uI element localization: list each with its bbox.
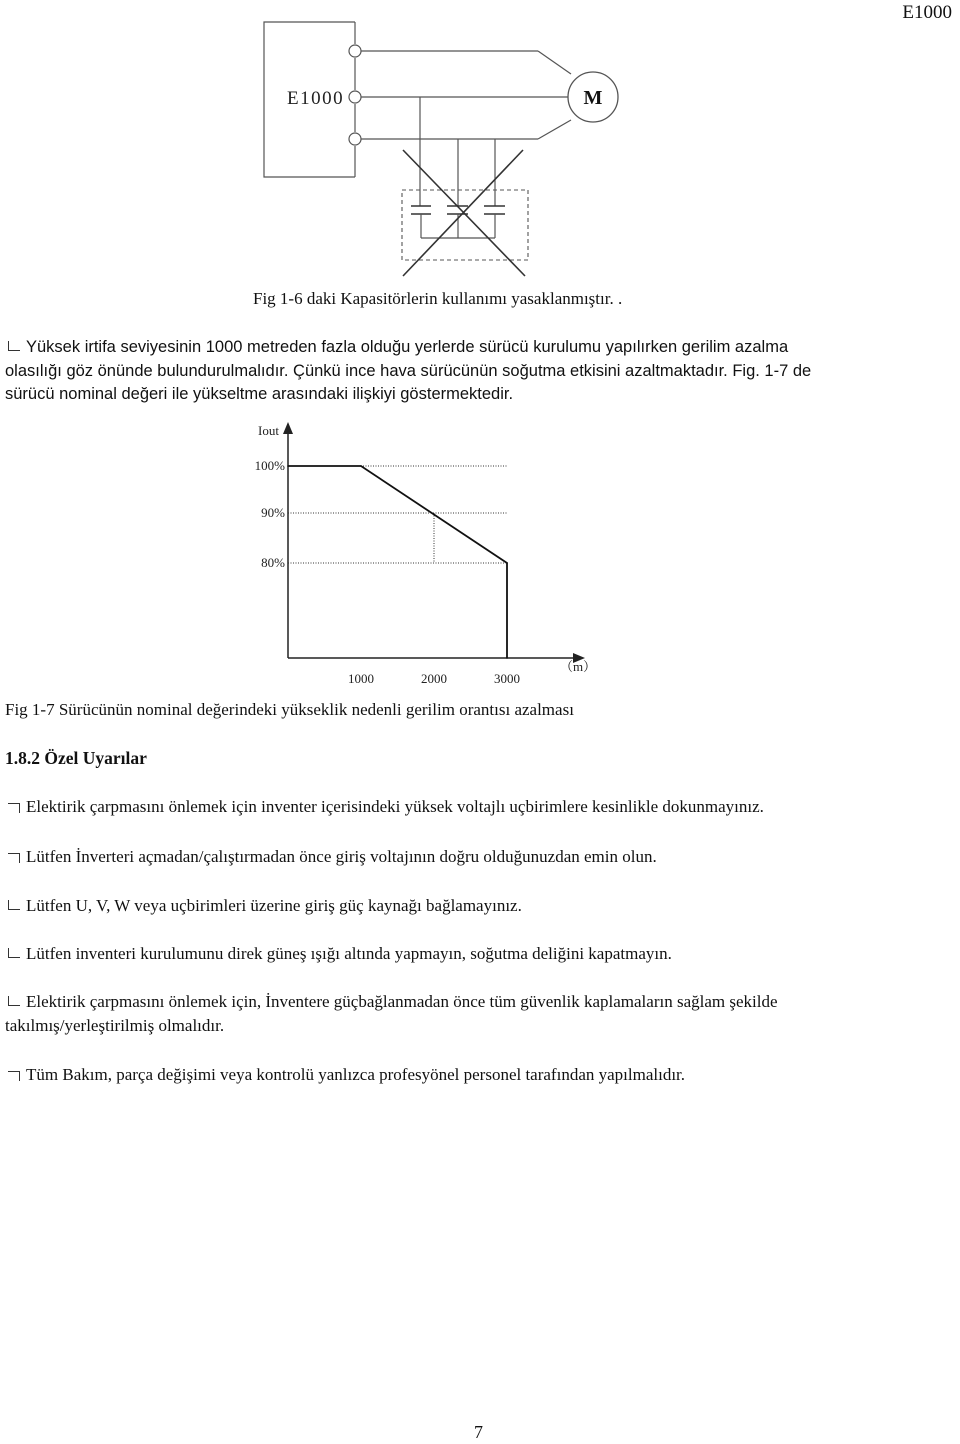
- warning-item-2: Lütfen İnverteri açmadan/çalıştırmadan önce giriş voltajının doğru olduğunuzdan emin olun.: [5, 845, 955, 869]
- x-axis-label: （m）: [559, 659, 597, 674]
- x-tick-label: 2000: [421, 671, 447, 686]
- figure-1-7-chart: [240, 418, 610, 693]
- altitude-paragraph-line-2: olasılığı göz önünde bulundurulmalıdır. Çünkü ince hava sürücünün soğutma etkisini azaltmaktadır. Fig. 1-7 de: [5, 361, 812, 380]
- figure-1-7-caption: Fig 1-7 Sürücünün nominal değerindeki yükseklik nedenli gerilim orantısı azalması: [5, 700, 574, 719]
- data-point: [360, 465, 362, 467]
- figure-1-6-diagram: [255, 18, 625, 283]
- header-title: E1000: [902, 2, 952, 23]
- derating-curve: [288, 466, 507, 658]
- bullet-marker: [8, 1071, 20, 1081]
- motor-label: M: [583, 87, 603, 109]
- warning-item-3: Lütfen U, V, W veya uçbirimleri üzerine giriş güç kaynağı bağlamayınız.: [5, 894, 955, 918]
- warning-item-1: Elektirik çarpmasını önlemek için inventer içerisindeki yüksek voltajlı uçbirimlere kesinlikle dokunmayınız.: [5, 795, 955, 819]
- warning-item-4: Lütfen inventeri kurulumunu direk güneş ışığı altında yapmayın, soğutma deliğini kapatmayın.: [5, 942, 955, 966]
- altitude-paragraph: [5, 336, 955, 407]
- data-point: [506, 657, 508, 659]
- warning-item-5: Elektirik çarpmasını önlemek için, İnventere güçbağlanmadan önce tüm güvenlik kaplamaların sağlam şekilde takılmış/yerleştirilmiş olmalıdır.: [5, 992, 778, 1035]
- warning-item-6: Tüm Bakım, parça değişimi veya kontrolü yanlızca profesyönel personel tarafından yapılmalıdır.: [5, 1063, 955, 1087]
- bullet-marker: [8, 853, 20, 863]
- terminal-v: [349, 91, 361, 103]
- terminal-u: [349, 45, 361, 57]
- y-axis-label: Iout: [258, 423, 279, 438]
- bullet-marker: [8, 803, 20, 813]
- altitude-paragraph-line-3: sürücü nominal değeri ile yükseltme arasındaki ilişkiyi göstermektedir.: [5, 385, 514, 403]
- y-tick-label: 100%: [254, 458, 285, 473]
- terminal-w: [349, 133, 361, 145]
- altitude-paragraph-line-1: Yüksek irtifa seviyesinin 1000 metreden fazla olduğu yerlerde sürücü kurulumu yapılırken gerilim azalma: [5, 336, 955, 360]
- data-point: [506, 562, 508, 564]
- bullet-marker: [8, 341, 20, 351]
- data-point: [287, 465, 289, 467]
- section-title: 1.8.2 Özel Uyarılar: [5, 748, 147, 768]
- bullet-marker: [8, 948, 20, 958]
- bullet-marker: [8, 996, 20, 1006]
- y-tick-label: 90%: [261, 505, 285, 520]
- x-tick-label: 3000: [494, 671, 520, 686]
- x-tick-label: 1000: [348, 671, 374, 686]
- bullet-marker: [8, 900, 20, 910]
- y-tick-label: 80%: [261, 555, 285, 570]
- drive-label: E1000: [287, 88, 345, 109]
- y-axis-arrow: [283, 422, 293, 434]
- page-number: 7: [474, 1422, 483, 1442]
- figure-1-6-caption: Fig 1-6 daki Kapasitörlerin kullanımı yasaklanmıştır. .: [253, 289, 623, 308]
